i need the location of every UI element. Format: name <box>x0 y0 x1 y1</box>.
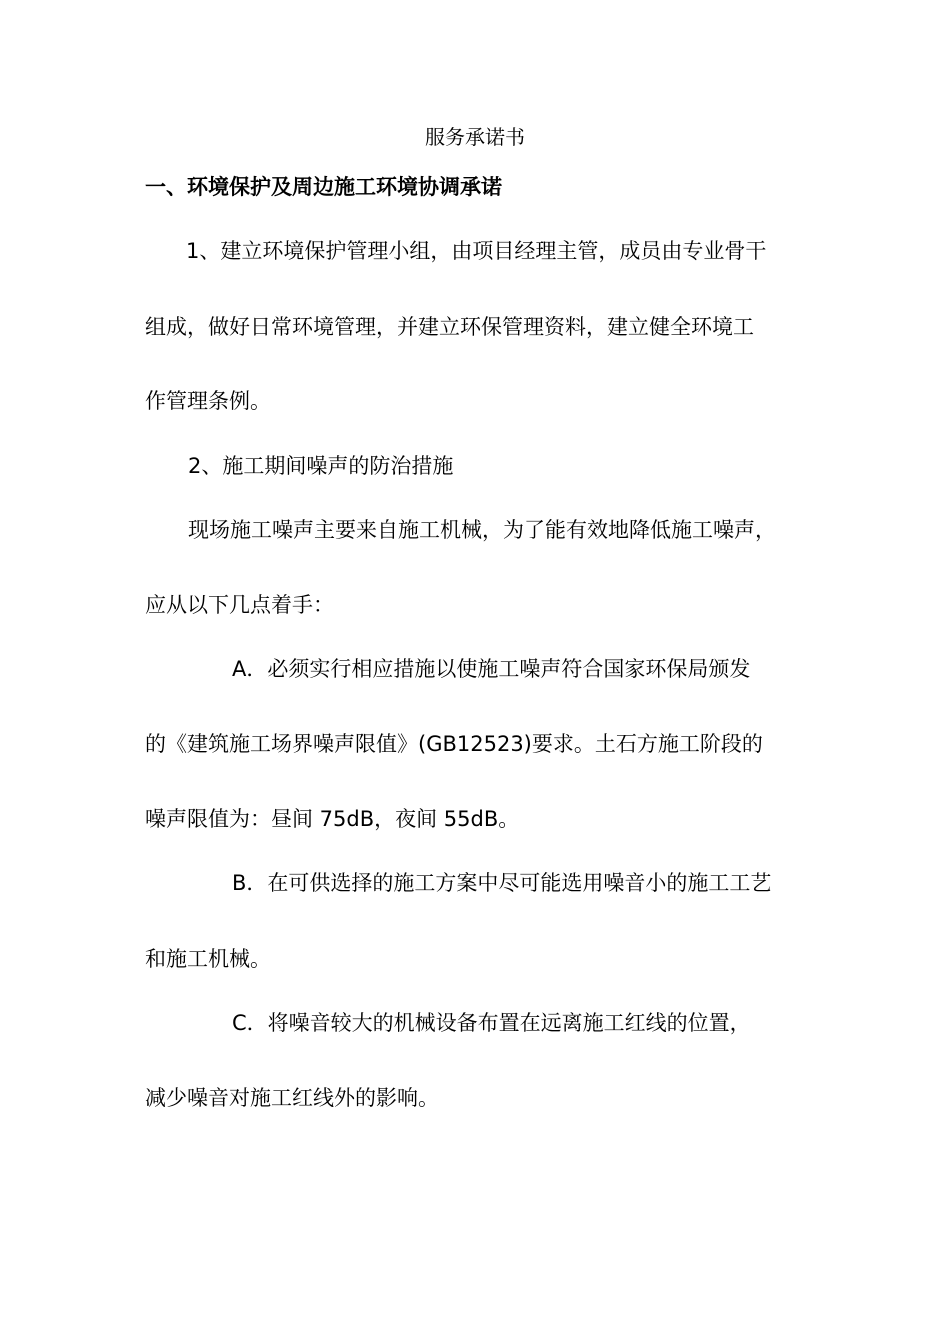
paragraph-line: 1、建立环境保护管理小组，由项目经理主管，成员由专业骨干 <box>186 239 767 263</box>
document-title: 服务承诺书 <box>425 125 525 149</box>
list-item-line: A．必须实行相应措施以使施工噪声符合国家环保局颁发 <box>232 657 751 681</box>
list-item-line: 和施工机械。 <box>145 947 271 971</box>
paragraph-line: 作管理条例。 <box>145 389 271 413</box>
paragraph-line: 组成，做好日常环境管理，并建立环保管理资料，建立健全环境工 <box>145 315 754 339</box>
section-heading: 一、环境保护及周边施工环境协调承诺 <box>145 175 502 199</box>
paragraph-line: 应从以下几点着手： <box>145 593 334 617</box>
list-item-line: 噪声限值为：昼间 75dB，夜间 55dB。 <box>145 807 520 831</box>
list-item-line: B．在可供选择的施工方案中尽可能选用噪音小的施工工艺 <box>232 871 772 895</box>
paragraph-line: 2、施工期间噪声的防治措施 <box>188 454 454 478</box>
list-item-line: 减少噪音对施工红线外的影响。 <box>145 1086 439 1110</box>
list-item-line: 的《建筑施工场界噪声限值》(GB12523)要求。土石方施工阶段的 <box>145 732 763 756</box>
paragraph-line: 现场施工噪声主要来自施工机械，为了能有效地降低施工噪声， <box>188 518 776 542</box>
list-item-line: C．将噪音较大的机械设备布置在远离施工红线的位置， <box>232 1011 751 1035</box>
